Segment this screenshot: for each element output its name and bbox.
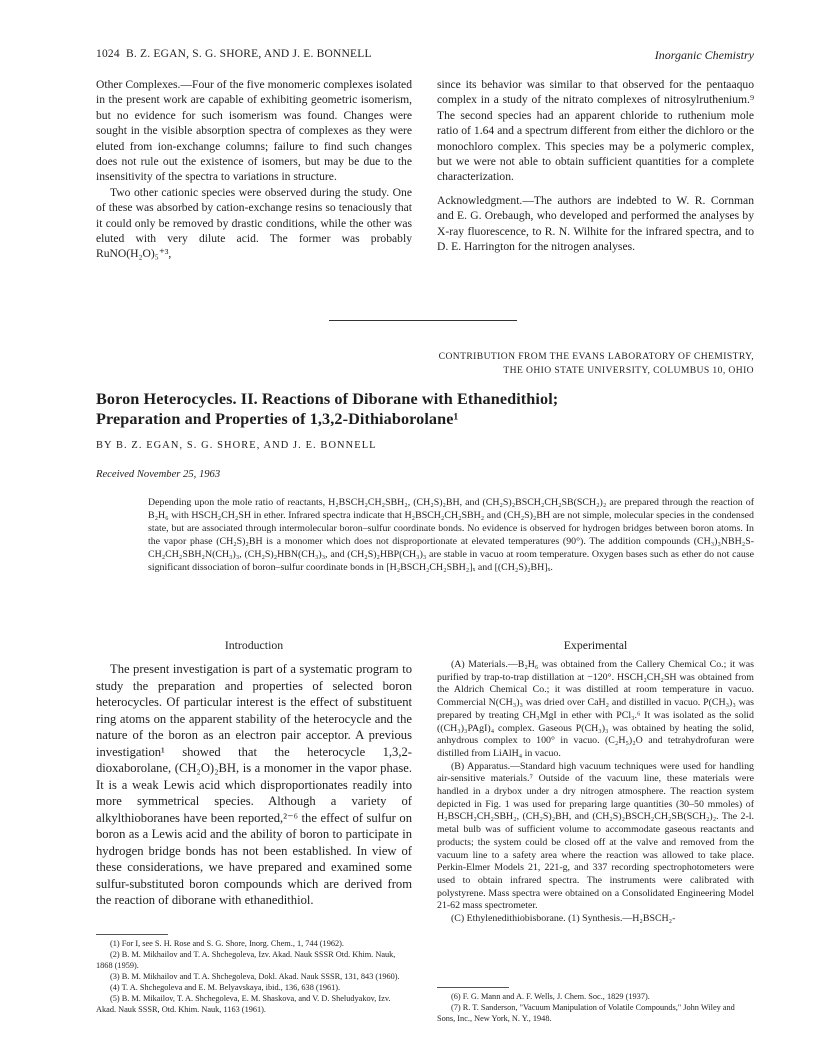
contribution-line: THE OHIO STATE UNIVERSITY, COLUMBUS 10, OHIO <box>503 365 754 376</box>
paragraph: Two other cationic species were observed during the study. One of these was absorbed by cation-exchange resins so tenaciously that it could only be removed by drastic conditions, while the other was eluted with very dilute acid. The former was probably RuNO(H₂O)₅⁺³, <box>96 185 412 261</box>
received-date: Received November 25, 1963 <box>96 469 221 480</box>
article-divider <box>329 320 517 321</box>
acknowledgment-paragraph: Acknowledgment.—The authors are indebted to W. R. Cornman and E. G. Orebaugh, who developed and performed the analyses by X-ray fluorescence, to R. N. Wilhite for the infrared spectra, and to D. E. Harrington for the nitrogen analyses. <box>437 193 754 254</box>
ethylenedithiobisborane-paragraph: (C) Ethylenedithiobisborane. (1) Synthesis.—H₂BSCH₂- <box>451 913 676 925</box>
contribution-affiliation <box>380 350 754 378</box>
footnote: (6) F. G. Mann and A. F. Wells, J. Chem. Soc., 1829 (1937). <box>451 992 650 1001</box>
title-line: Boron Heterocycles. II. Reactions of Diborane with Ethanedithiol; <box>96 390 559 408</box>
paragraph: since its behavior was similar to that observed for the pentaaquo complex in a study of the nitrato complexes of nitrosylruthenium.⁹ The second species had an apparent chloride to ruthenium mole ratio of 1.64 and a spectrum different from either the dichloro or the monochloro complex. This species may be a polymeric complex, but we were not able to obtain sufficient quantities for a complete characterization. <box>437 78 754 184</box>
article-title <box>96 389 756 429</box>
prev-article-right-column <box>437 77 754 254</box>
footnote-rule <box>437 987 509 988</box>
footnote-rule <box>96 934 168 935</box>
footnote: (1) For I, see S. H. Rose and S. G. Shore, Inorg. Chem., 1, 744 (1962). <box>110 939 344 948</box>
section-heading-experimental: Experimental <box>563 638 628 652</box>
running-header <box>96 48 754 64</box>
section-heading-introduction: Introduction <box>224 638 284 652</box>
footnote: (4) T. A. Shchegoleva and E. M. Belyavskaya, ibid., 136, 638 (1961). <box>110 983 341 992</box>
contribution-line: CONTRIBUTION FROM THE EVANS LABORATORY OF CHEMISTRY, <box>438 351 754 362</box>
abstract: Depending upon the mole ratio of reactants, H₂BSCH₂CH₂SBH₂, (CH₂S)₂BH, and (CH₂S)₂BSCH₂CH₂SB(SCH₂)₂ are prepared through the reaction of B₂H₆ with HSCH₂CH₂SH in ether. Infrared spectra indicate that H₂BSCH₂CH₂SBH₂ and (CH₂S)₂BH are not simple, molecular species in the condensed state, but are associated through intermolecular boron–sulfur coordinate bonds. No evidence is observed for hydrogen bridges between boron atoms. In the vapor phase (CH₂S)₂BH is a monomer which does not disproportionate at elevated temperatures (90°). The addition compounds (CH₃)₃NBH₂S-CH₂CH₂SBH₂N(CH₃)₃, (CH₂S)₂HBN(CH₃)₃, and (CH₂S)₂HBP(CH₃)₃ are stable in vacuo at room temperature. Oxygen bases such as ether do not cause significant dissociation of boron–sulfur coordinate bonds in [H₂BSCH₂CH₂SBH₂]ₓ and [(CH₂S)₂BH]ₓ. <box>148 497 754 573</box>
prev-article-left-column <box>96 77 412 262</box>
paragraph: Other Complexes.—Four of the five monomeric complexes isolated in the present work are capable of exhibiting geometric isomerism, but no evidence for such isomerism was found. Changes were sought in the visible absorption spectra of complexes as they were eluted from ion-exchange columns; failure to find such changes does not rule out the existence of isomers, but may be due to the insensitivity of the spectra to variations in structure. <box>96 78 412 184</box>
materials-paragraph: (A) Materials.—B₂H₆ was obtained from the Callery Chemical Co.; it was purified by trap-to-trap distillation at −120°. HSCH₂CH₂SH was obtained from the Aldrich Chemical Co.; it was distilled at room temperature in vacuo. Commercial N(CH₃)₃ was dried over CaH₂ and distilled in vacuo. P(CH₃)₃ was prepared by treating CH₃MgI in ether with PCl₃.⁶ It was isolated as the solid ((CH₃)₃PAgI)₄ complex. Gaseous P(CH₃)₃ was obtained by heating the solid, anhydrous complex to 100° in vacuo. (C₂H₅)₂O and tetrahydrofuran were distilled from LiAlH₄ in vacuo. <box>437 659 754 759</box>
footnote: (7) R. T. Sanderson, "Vacuum Manipulation of Volatile Compounds," John Wiley and Sons, Inc., New York, N. Y., 1948. <box>437 1003 735 1023</box>
apparatus-paragraph: (B) Apparatus.—Standard high vacuum techniques were used for handling air-sensitive materials.⁷ Outside of the vacuum line, these materials were handled in a drybox under a dry nitrogen atmosphere. The reaction system depicted in Fig. 1 was used for preparing large quantities (30–50 mmoles) of H₂BSCH₂CH₂SBH₂, (CH₂S)₂BH, and (CH₂S)₂BSCH₂CH₂SB(SCH₂)₂. The 2-l. metal bulb was of sufficient volume to accommodate gaseous reactants and products; the system could be closed off at the valve and removed from the vacuum line to a safety area where the reaction was allowed to take place. Perkin-Elmer Models 21, 221-g, and 337 recording spectrophotometers were used to obtain infrared spectra. The instruments were calibrated with polystyrene. Mass spectra were obtained on a Consolidated Engineering Model 21-62 mass spectrometer. <box>437 760 754 912</box>
footnotes-right <box>437 991 754 1024</box>
byline: BY B. Z. EGAN, S. G. SHORE, AND J. E. BONNELL <box>96 440 377 451</box>
footnote: (5) B. M. Mikailov, T. A. Shchegoleva, E. M. Shaskova, and V. D. Sheludyakov, Izv. Akad. Nauk SSSR, Otd. Khim. Nauk, 1163 (1961). <box>96 994 391 1014</box>
title-line: Preparation and Properties of 1,3,2-Dithiaborolane¹ <box>96 410 459 428</box>
footnote: (2) B. M. Mikhailov and T. A. Shchegoleva, Izv. Akad. Nauk SSSR Otd. Khim. Nauk, 1868 (1959). <box>96 950 396 970</box>
footnote: (3) B. M. Mikhailov and T. A. Shchegoleva, Dokl. Akad. Nauk SSSR, 131, 843 (1960). <box>110 972 400 981</box>
footnotes-left <box>96 938 412 1015</box>
header-page-authors: 1024 B. Z. EGAN, S. G. SHORE, AND J. E. BONNELL <box>96 48 372 60</box>
experimental-text <box>437 659 754 926</box>
journal-name: Inorganic Chemistry <box>654 48 754 62</box>
introduction-text: The present investigation is part of a systematic program to study the preparation and properties of selected boron heterocycles. Of particular interest is the effect of substituent ring atoms on the apparent stability of the heterocycle and the nature of the boron as an electron pair acceptor. A previous investigation¹ showed that the heterocycle 1,3,2-dioxaborolane, (CH₂O)₂BH, is a monomer in the vapor phase. It is a weak Lewis acid which disproportionates readily into more symmetrical species. Although a variety of alkylthioboranes have been reported,²⁻⁶ the effect of sulfur on boron as a Lewis acid and the ability of boron to participate in hydrogen bridge bonds has not been established. In view of these considerations, we have prepared and examined some sulfur-substituted boron compounds which are derived from the reaction of diborane with ethanedithiol. <box>96 662 412 907</box>
